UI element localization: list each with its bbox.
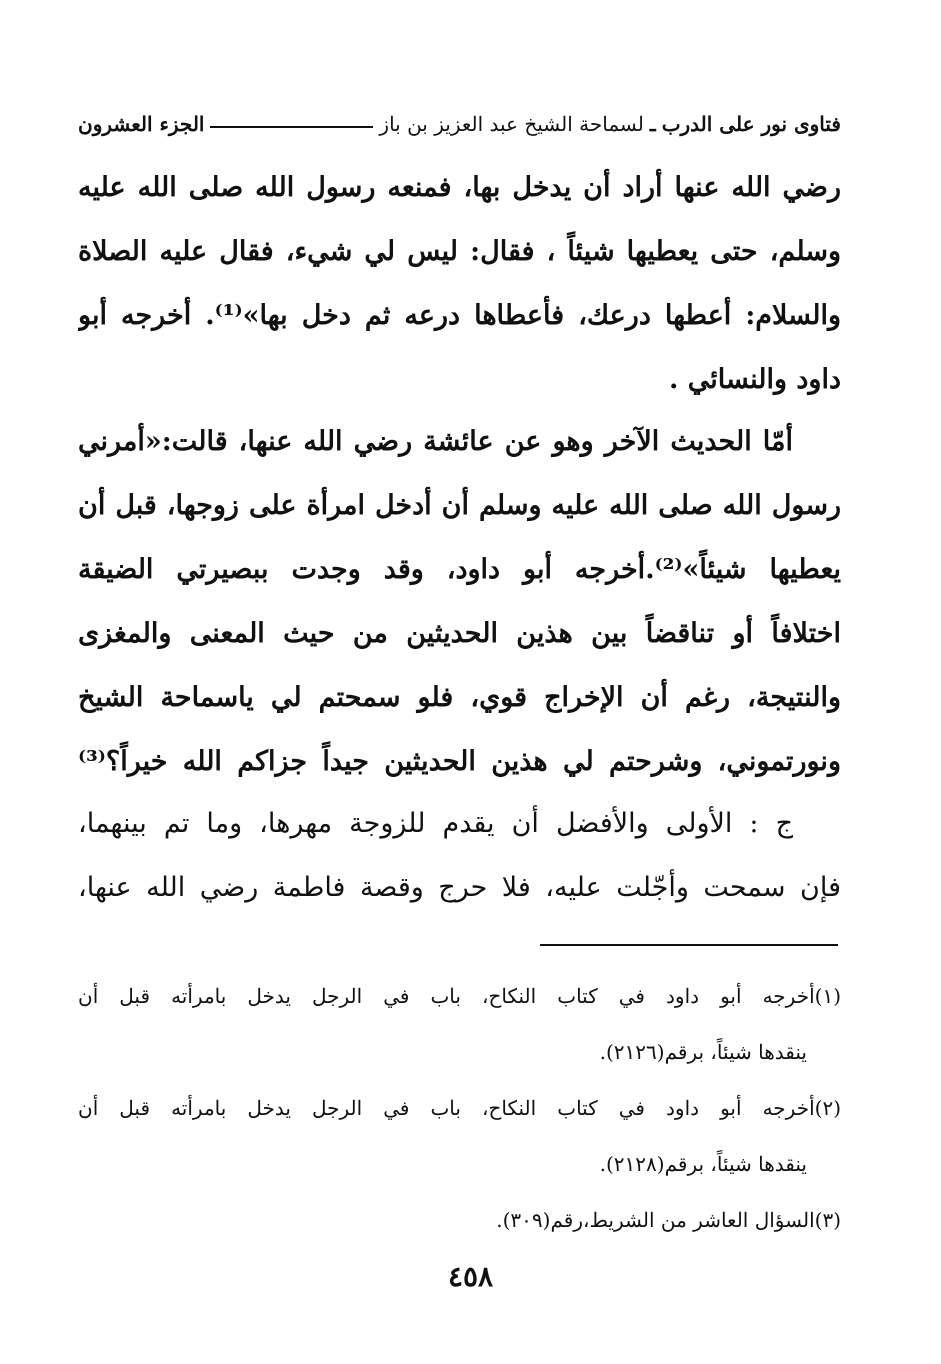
text-line: داود والنسائي . [668, 364, 841, 395]
author-line: لسماحة الشيخ عبد العزيز بن باز [379, 112, 644, 136]
text-line: رضي الله عنها أراد أن يدخل بها، فمنعه رسول الله صلى الله عليه [78, 172, 841, 203]
header-rule [210, 126, 373, 128]
footnotes [78, 968, 841, 1248]
footnote-1: (١)أخرجه أبو داود في كتاب النكاح، باب في الرجل يدخل بامرأته قبل أن [78, 984, 841, 1008]
answer-paragraph [78, 792, 841, 920]
text-line: والنتيجة، رغم أن الإخراج قوي، فلو سمحتم لي ياسماحة الشيخ [78, 682, 841, 713]
hadith-paragraph [78, 156, 841, 412]
text-line: رسول الله صلى الله عليه وسلم أن أدخل امرأة على زوجها، قبل أن [78, 490, 841, 521]
text-line: أمّا الحديث الآخر وهو عن عائشة رضي الله عنها، قالت:«أمرني [78, 426, 793, 457]
text-line: وسلم، حتى يعطيها شيئاً ، فقال: ليس لي شيء، فقال عليه الصلاة [78, 236, 841, 267]
book-title: فتاوى نور على الدرب [661, 112, 841, 136]
text-line: ونورتموني، وشرحتم لي هذين الحديثين جيداً جزاكم الله خيراً؟⁽³⁾ [78, 746, 841, 777]
volume-label: الجزء العشرون [78, 112, 205, 136]
footnote-3: (٣)السؤال العاشر من الشريط،رقم(٣٠٩). [496, 1208, 841, 1232]
footnote-2: (٢)أخرجه أبو داود في كتاب النكاح، باب في الرجل يدخل بامرأته قبل أن [78, 1096, 841, 1120]
text-line: يعطيها شيئاً»⁽²⁾.أخرجه أبو داود، وقد وجدت ببصيرتي الضيقة [78, 554, 841, 585]
text-line: فإن سمحت وأجّلت عليه، فلا حرج وقصة فاطمة رضي الله عنها، [78, 872, 841, 903]
page-number: ٤٥٨ [447, 1260, 494, 1293]
text-line: ج : الأولى والأفضل أن يقدم للزوجة مهرها، وما تم بينهما، [78, 808, 793, 839]
footnote-2-continued: ينقدها شيئاً، برقم(٢١٢٨). [599, 1152, 807, 1176]
question-paragraph [78, 410, 841, 794]
running-header [78, 104, 841, 136]
header-separator: ـ [649, 112, 656, 136]
footnote-divider [540, 944, 838, 946]
text-line: اختلافاً أو تناقضاً بين هذين الحديثين من حيث المعنى والمغزى [78, 618, 841, 649]
text-line: والسلام: أعطها درعك، فأعطاها درعه ثم دخل بها»⁽¹⁾. أخرجه أبو [78, 300, 841, 331]
footnote-1-continued: ينقدها شيئاً، برقم(٢١٢٦). [599, 1040, 807, 1064]
